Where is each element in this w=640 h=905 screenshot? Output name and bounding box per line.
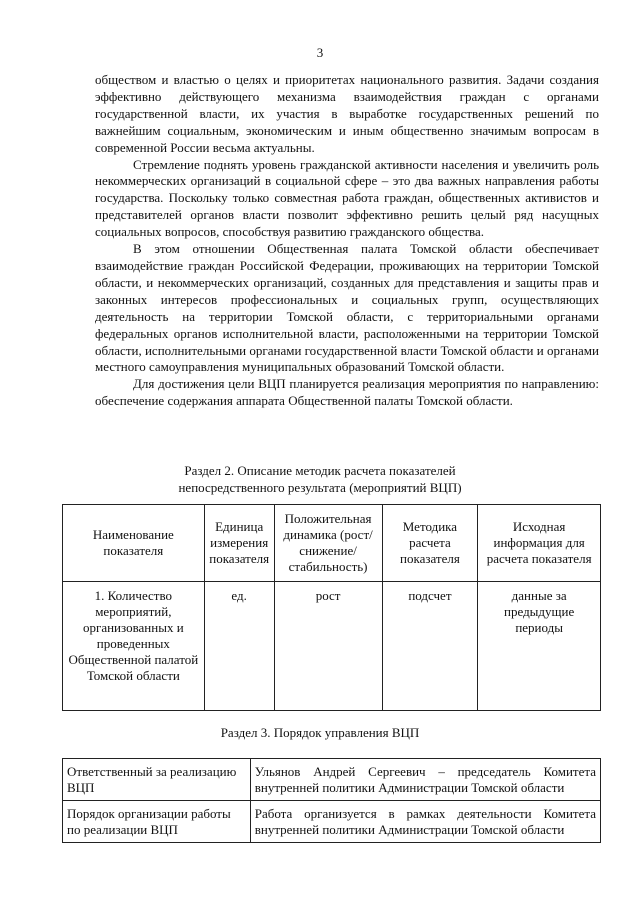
table-row [63, 801, 601, 843]
table-cell-label: Порядок организации работы по реализации ВЦП [63, 801, 251, 843]
paragraph-4: Для достижения цели ВЦП планируется реализация мероприятия по направлению: обеспечение содержания аппарата Общественной палаты Томской области. [95, 376, 599, 409]
header-cell: Наименование показателя [63, 505, 205, 582]
header-cell: Исходная информация для расчета показателя [478, 505, 601, 582]
header-cell: Единица измерения показателя [204, 505, 274, 582]
table-cell-label: Ответственный за реализацию ВЦП [63, 759, 251, 801]
section3-heading: Раздел 3. Порядок управления ВЦП [220, 725, 420, 740]
table-cell-value: Ульянов Андрей Сергеевич – председатель Комитета внутренней политики Администрации Томской области [250, 759, 600, 801]
management-table [62, 758, 601, 843]
section2-heading [0, 462, 640, 496]
table-cell-value: Работа организуется в рамках деятельности Комитета внутренней политики Администрации Томской области [250, 801, 600, 843]
table-header-row [63, 505, 601, 582]
section2-heading-line1: Раздел 2. Описание методик расчета показателей [184, 463, 456, 478]
section2-heading-line2: непосредственного результата (мероприятий ВЦП) [178, 480, 462, 495]
body-text [95, 72, 599, 410]
page-number: 3 [316, 45, 324, 60]
table-row [63, 759, 601, 801]
header-cell: Положительная динамика (рост/снижение/ стабильность) [274, 505, 382, 582]
paragraph-2: Стремление поднять уровень гражданской активности населения и увеличить роль некоммерческих организаций в социальной сфере – это два важных направления работы государства. Поскольку только совместная работа граждан, общественных активистов и представителей органов власти позволит эффективно решить целый ряд насущных социальных вопросов, способствуя развитию гражданского общества. [95, 156, 599, 240]
table-cell: рост [274, 582, 382, 711]
table-cell: подсчет [382, 582, 478, 711]
paragraph-1: обществом и властью о целях и приоритетах национального развития. Задачи создания эффективно действующего механизма взаимодействия граждан с органами государственной власти, их участия в выработке государственных решений по важнейшим социальным, экономическим и иным общественно значимым вопросам в современной России весьма актуальны. [95, 72, 599, 155]
table-row [63, 582, 601, 711]
header-cell: Методика расчета показателя [382, 505, 478, 582]
paragraph-3: В этом отношении Общественная палата Томской области обеспечивает взаимодействие граждан Российской Федерации, проживающих на территории Томской области, и некоммерческих организаций, созданных для представления и защиты прав и законных интересов профессиональных и социальных групп, осуществляющих деятельность на территории Томской области, с территориальными органами федеральных органов исполнительной власти, расположенными на территории Томской области, исполнительными органами государственной власти Томской области и органами местного самоуправления муниципальных образований Томской области. [95, 241, 599, 375]
table-cell: 1. Количество мероприятий, организованных и проведенных Общественной палатой Томской области [63, 582, 205, 711]
indicators-table [62, 504, 601, 711]
table-cell: данные за предыдущие периоды [478, 582, 601, 711]
table-cell: ед. [204, 582, 274, 711]
